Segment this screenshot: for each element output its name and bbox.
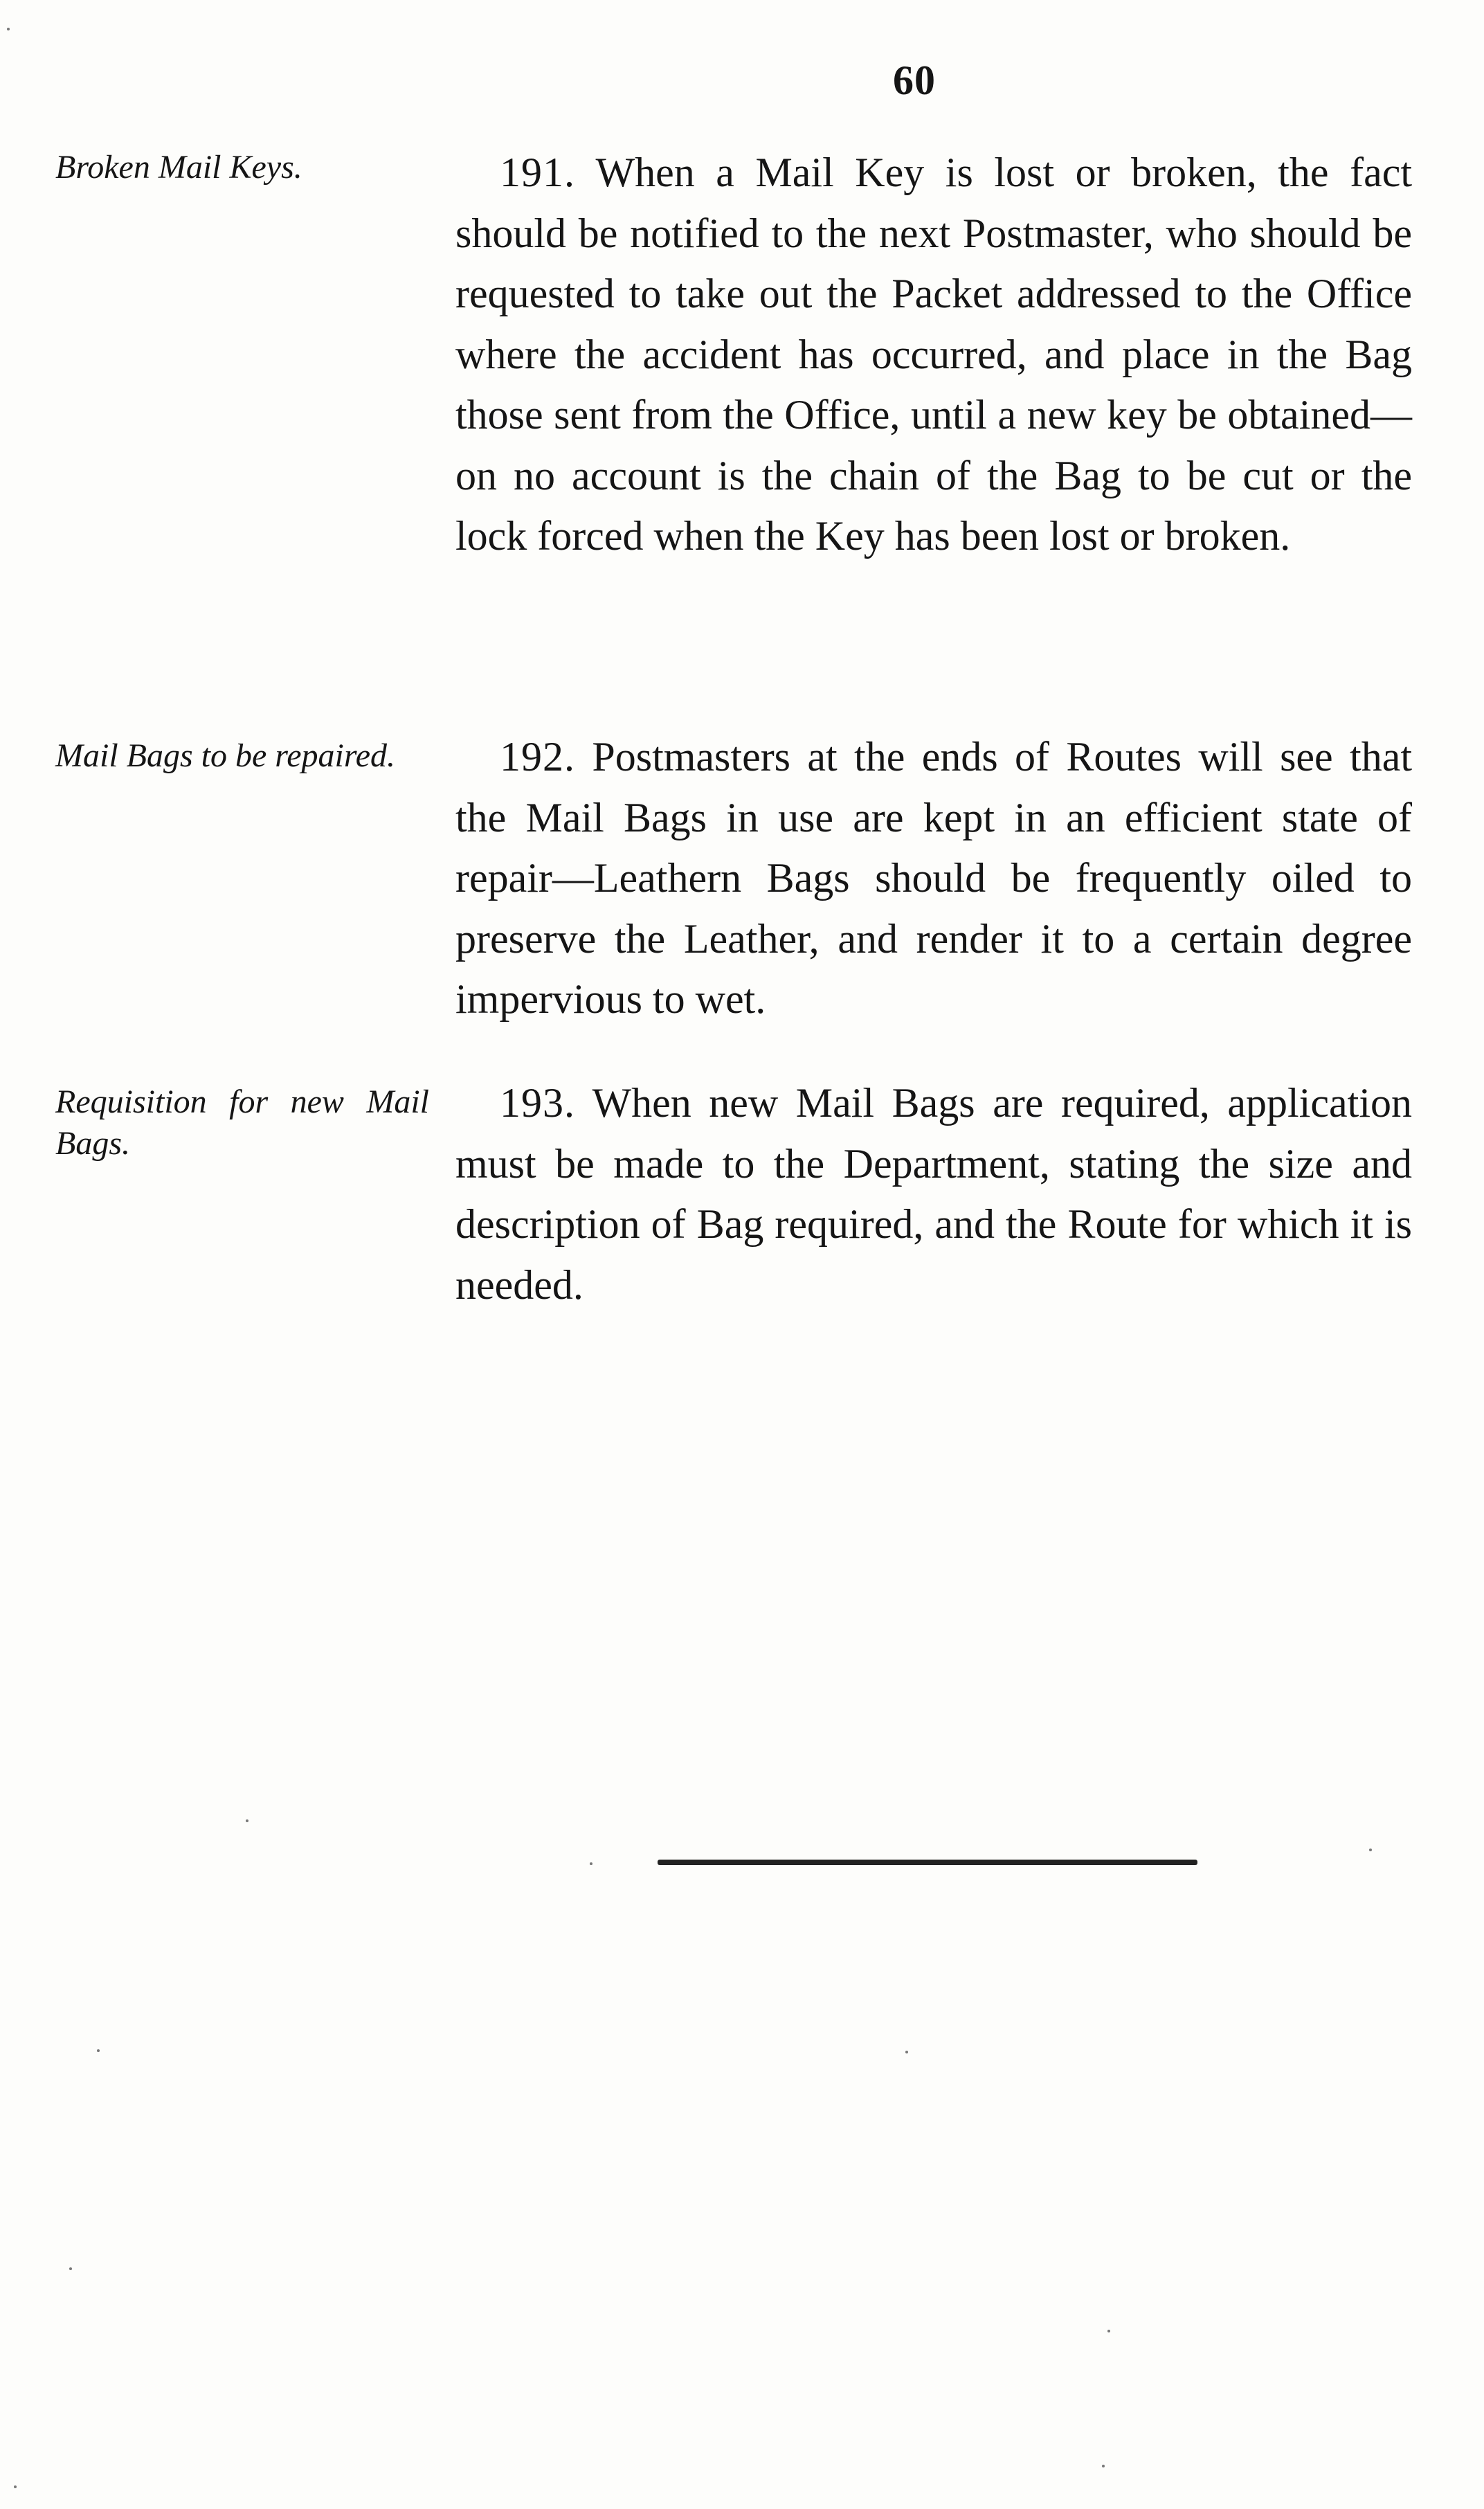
scan-speck — [905, 2051, 908, 2053]
margin-note-broken-mail-keys: Broken Mail Keys. — [55, 149, 302, 186]
margin-note-requisition-new-mail-bags: Requisition for new Mail Bags. — [55, 1083, 429, 1162]
scan-speck — [69, 2267, 72, 2270]
paragraph-number: 193. — [500, 1080, 575, 1126]
scan-speck — [14, 2485, 17, 2488]
scan-speck — [590, 1862, 592, 1865]
paragraph-number: 191. — [500, 150, 575, 195]
page-number: 60 — [893, 57, 936, 103]
paragraph-191 — [455, 143, 1412, 567]
paragraph-192 — [455, 727, 1412, 1030]
paragraph-text: When a Mail Key is lost or broken, the fact should be notified to the next Postmaster, who should be requested to take out the Packet addressed to the Office where the accident has occurred, and place in the Bag those sent from the Office, until a new key be obtained—on no account is the chain of the Bag to be cut or the lock forced when the Key has been lost or broken. — [455, 150, 1413, 559]
scan-speck — [1369, 1849, 1372, 1851]
paragraph-number: 192. — [500, 734, 575, 780]
margin-note-mail-bags-repaired: Mail Bags to be repaired. — [55, 737, 396, 774]
paragraph-text: When new Mail Bags are required, application must be made to the Department, stating the size and description of Bag required, and the Route for which it is needed. — [455, 1080, 1412, 1308]
paragraph-text: Postmasters at the ends of Routes will see that the Mail Bags in use are kept in an efficient state of repair—Leathern Bags should be frequently oiled to preserve the Leather, and render it to a certain degree impervious to wet. — [455, 734, 1413, 1022]
scan-speck — [1102, 2465, 1105, 2467]
scan-speck — [1107, 2330, 1110, 2332]
paragraph-193 — [455, 1073, 1412, 1315]
scan-speck — [246, 1819, 248, 1822]
scan-speck — [97, 2049, 100, 2052]
section-end-rule — [658, 1860, 1197, 1865]
scan-speck — [7, 28, 10, 30]
